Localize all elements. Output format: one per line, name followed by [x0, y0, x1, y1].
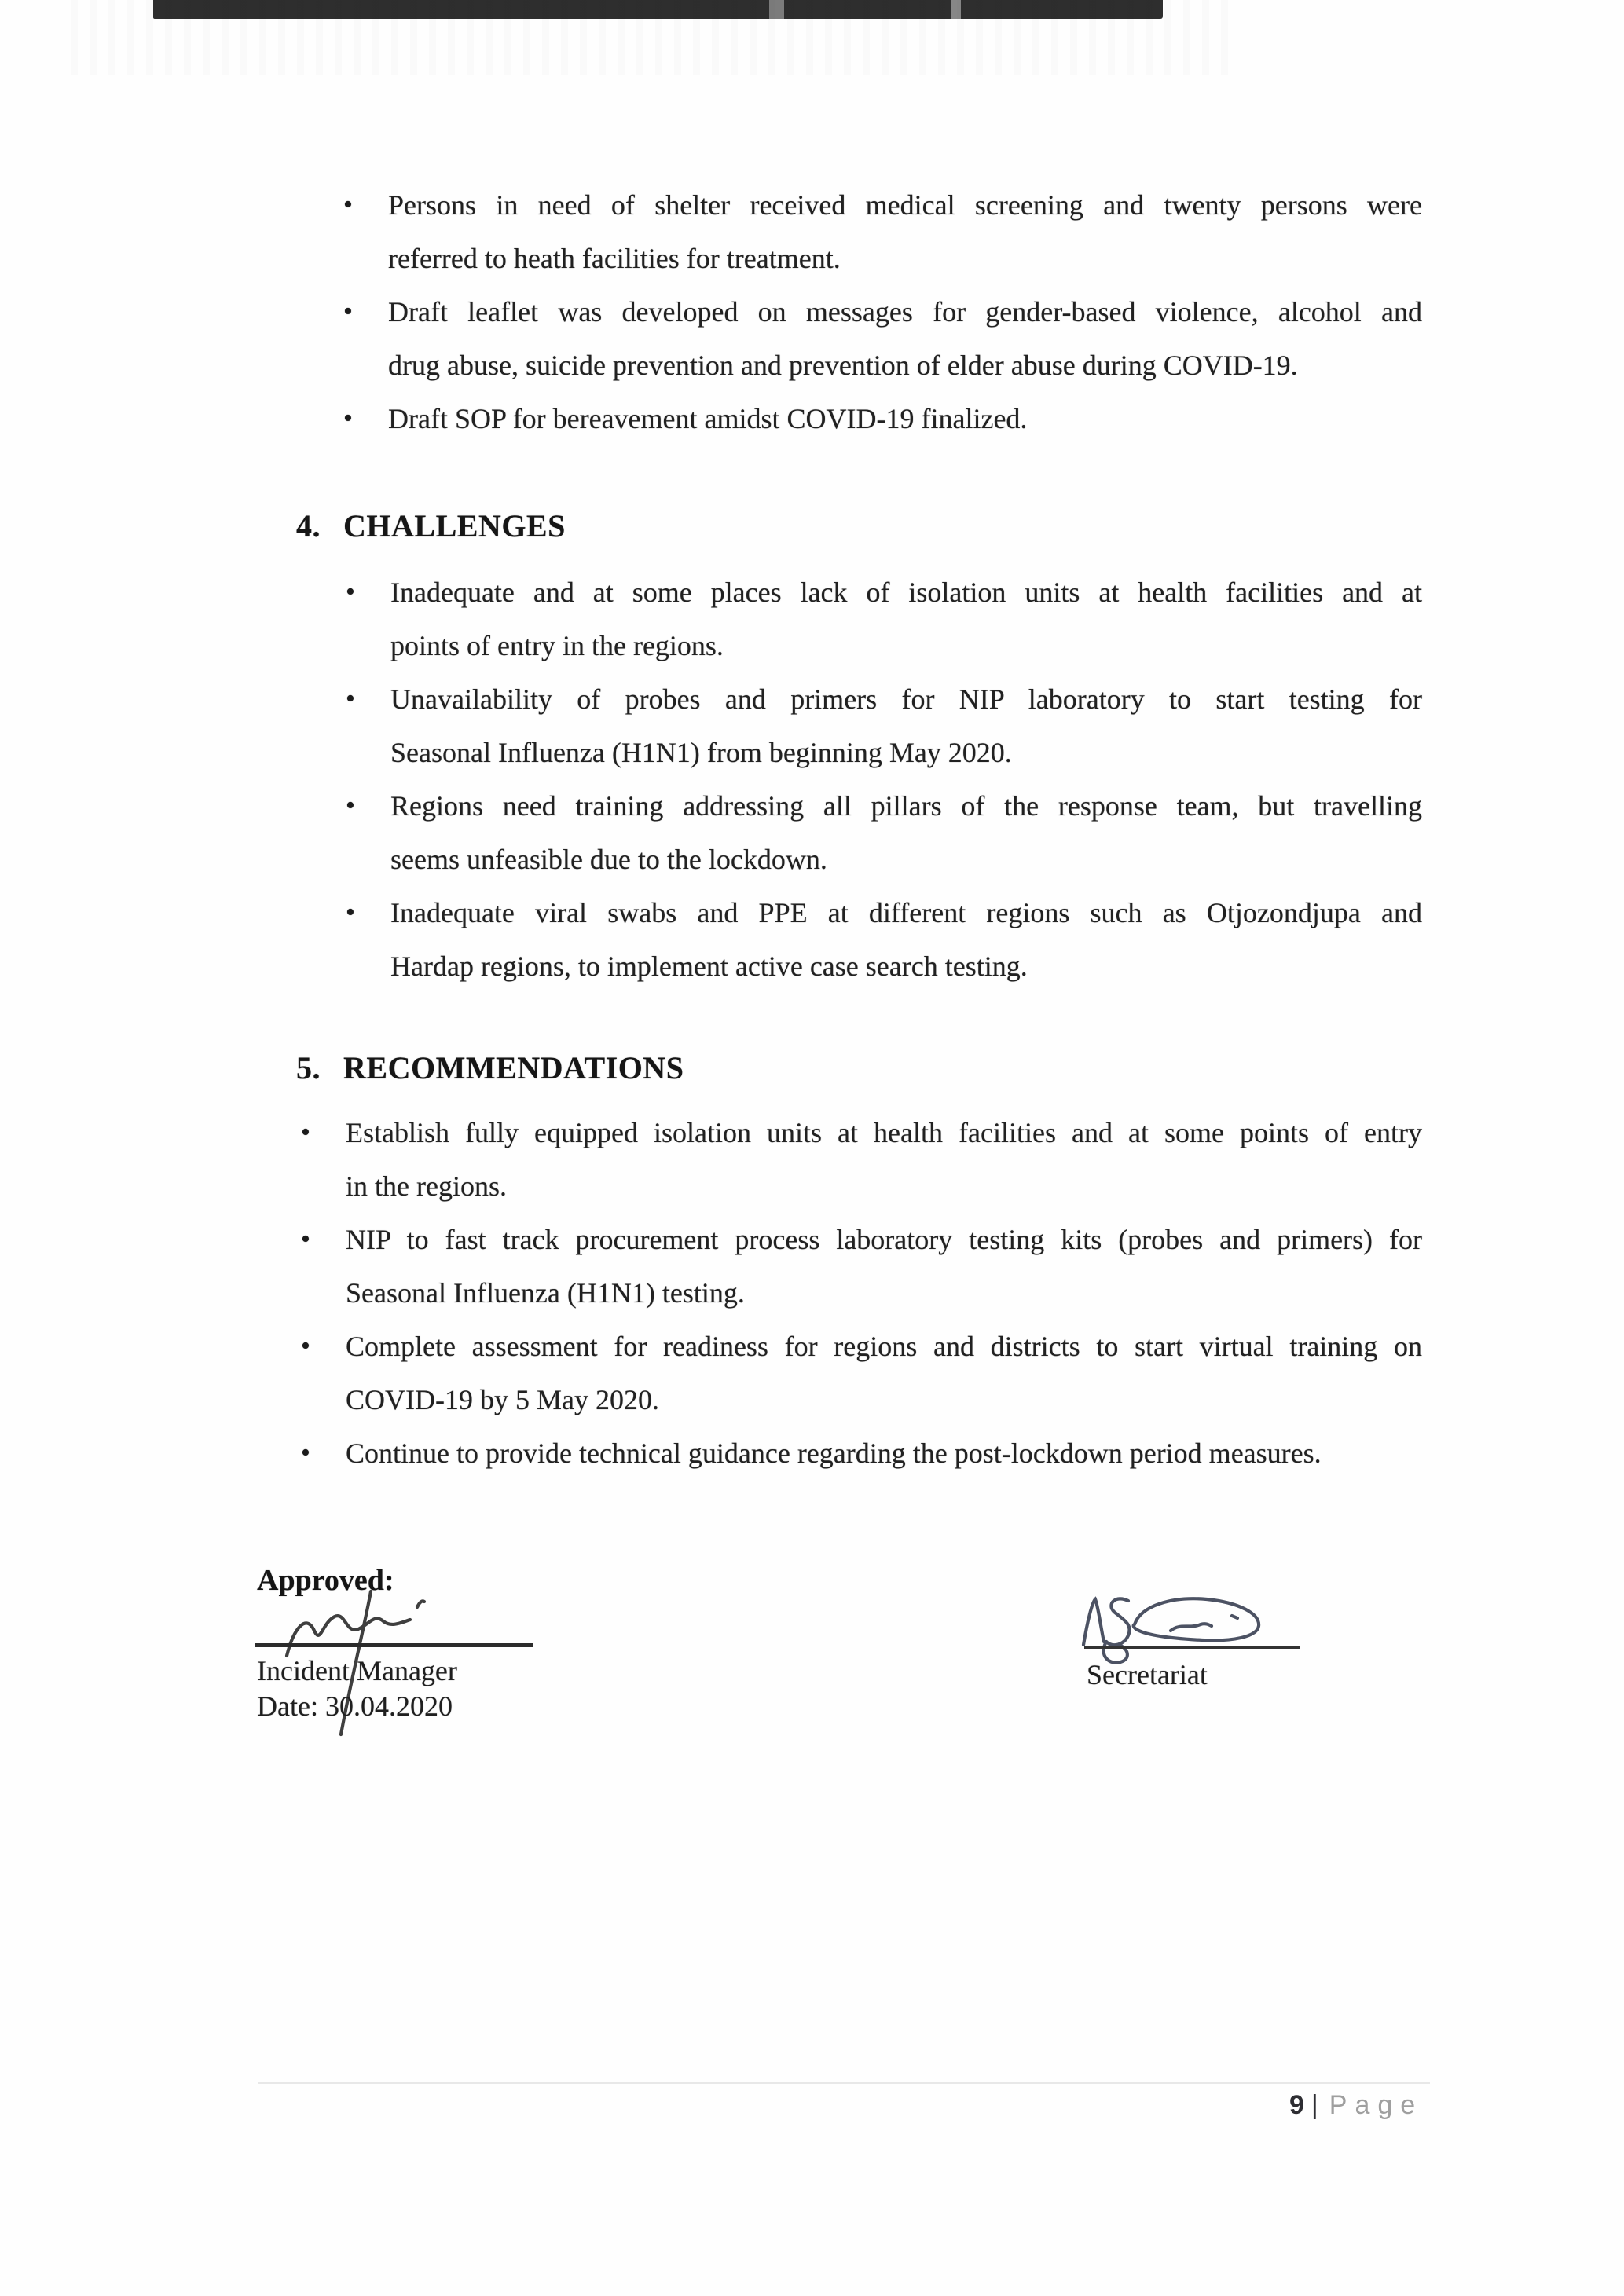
bullet-item — [346, 779, 1422, 833]
body-line: Draft leaflet was developed on messages for gender-based violence, alcohol and — [388, 296, 1422, 328]
bullet-dot-icon: • — [346, 791, 355, 820]
body-line: Persons in need of shelter received medical screening and twenty persons were — [388, 189, 1422, 221]
approved-label: Approved: — [257, 1564, 394, 1597]
body-line: Hardap regions, to implement active case search testing. — [390, 950, 1028, 982]
challenges-bullet-list — [346, 566, 1422, 993]
bullet-item — [346, 672, 1422, 726]
body-line: Complete assessment for readiness for regions and districts to start virtual training on — [346, 1331, 1422, 1362]
bullet-item — [343, 392, 1422, 445]
body-line: points of entry in the regions. — [390, 630, 724, 661]
section-heading-challenges — [296, 507, 566, 545]
bullet-item — [343, 285, 1422, 339]
bullet-dot-icon: • — [301, 1331, 310, 1360]
bullet-dot-icon: • — [301, 1438, 310, 1467]
body-line: Regions need training addressing all pillars of the response team, but travelling — [390, 790, 1422, 822]
body-line: seems unfeasible due to the lockdown. — [390, 844, 827, 875]
page-number-separator: | — [1311, 2090, 1318, 2120]
intro-bullet-list — [343, 178, 1422, 445]
bullet-item — [301, 1426, 1422, 1480]
body-line: drug abuse, suicide prevention and prevention of elder abuse during COVID-19. — [388, 350, 1298, 381]
bullet-dot-icon: • — [343, 404, 353, 433]
body-line: Inadequate viral swabs and PPE at different regions such as Otjozondjupa and — [390, 897, 1422, 928]
page-number-value: 9 — [1289, 2090, 1304, 2120]
recommendations-bullet-list — [301, 1106, 1422, 1480]
section-heading-recommendations — [296, 1049, 684, 1087]
signature-secretariat — [1078, 1590, 1307, 1667]
section-number: 4. — [296, 508, 321, 544]
bullet-dot-icon: • — [346, 684, 355, 713]
body-line: Seasonal Influenza (H1N1) from beginning May 2020. — [390, 737, 1012, 768]
bullet-dot-icon: • — [343, 297, 353, 326]
bullet-item — [346, 566, 1422, 619]
bullet-dot-icon: • — [343, 190, 353, 219]
footer-rule — [258, 2082, 1430, 2084]
body-line: referred to heath facilities for treatment. — [388, 243, 841, 274]
body-line: Inadequate and at some places lack of isolation units at health facilities and at — [390, 577, 1422, 608]
body-line: NIP to fast track procurement process laboratory testing kits (probes and primers) for — [346, 1224, 1422, 1255]
section-title: RECOMMENDATIONS — [343, 1050, 684, 1086]
body-line: Continue to provide technical guidance regarding the post-lockdown period measures. — [346, 1437, 1322, 1469]
bullet-item — [301, 1213, 1422, 1266]
body-line: Draft SOP for bereavement amidst COVID-19 finalized. — [388, 403, 1028, 434]
signature-line-left — [255, 1643, 533, 1647]
section-title: CHALLENGES — [343, 508, 566, 544]
page-word: Page — [1329, 2090, 1424, 2120]
body-line: Establish fully equipped isolation units at health facilities and at some points of entry — [346, 1117, 1422, 1148]
bullet-dot-icon: • — [301, 1118, 310, 1147]
body-line: Seasonal Influenza (H1N1) testing. — [346, 1277, 745, 1309]
bullet-dot-icon: • — [346, 898, 355, 927]
section-number: 5. — [296, 1050, 321, 1086]
bullet-item — [346, 886, 1422, 939]
incident-manager-label: Incident Manager — [257, 1655, 457, 1686]
secretariat-label: Secretariat — [1087, 1659, 1208, 1690]
body-line: COVID-19 by 5 May 2020. — [346, 1384, 659, 1415]
body-line: Unavailability of probes and primers for NIP laboratory to start testing for — [390, 683, 1422, 715]
bullet-dot-icon: • — [301, 1225, 310, 1254]
signature-line-right — [1084, 1646, 1300, 1649]
approval-date: Date: 30.04.2020 — [257, 1690, 453, 1722]
bullet-dot-icon: • — [346, 577, 355, 606]
body-line: in the regions. — [346, 1170, 507, 1202]
bullet-item — [301, 1106, 1422, 1159]
bullet-item — [343, 178, 1422, 232]
scan-artifact-bar — [153, 0, 1163, 19]
page-number — [1289, 2089, 1423, 2121]
bullet-item — [301, 1320, 1422, 1373]
